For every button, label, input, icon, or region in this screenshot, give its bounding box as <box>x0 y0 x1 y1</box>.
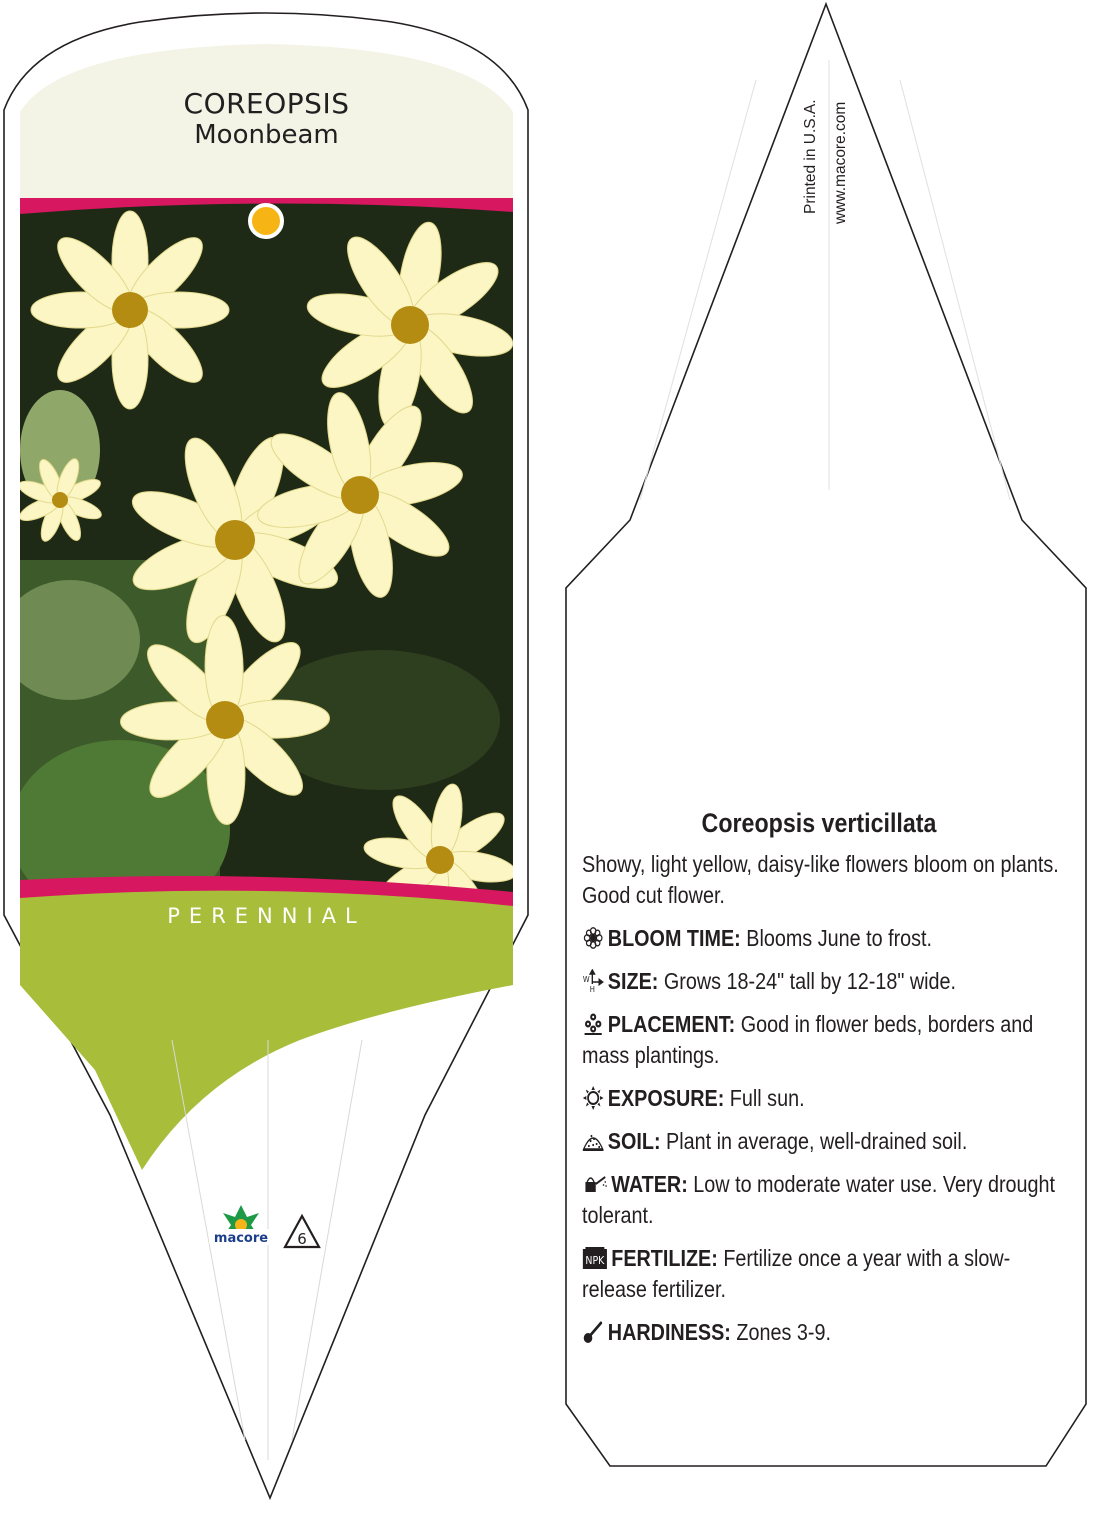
attribute-label: FERTILIZE: <box>611 1245 718 1271</box>
flower-center <box>215 520 255 560</box>
attribute-text: Blooms June to frost. <box>740 925 933 951</box>
attribute-text: Good in flower beds, borders and mass plantings. <box>582 1011 1034 1068</box>
attribute-row <box>582 1126 1064 1157</box>
flower <box>31 211 229 409</box>
color-dot <box>250 205 282 237</box>
plant-cultivar: Moonbeam <box>194 120 339 150</box>
attribute-row <box>582 1169 1064 1231</box>
printed-credit <box>786 64 858 224</box>
attribute-list <box>582 923 1064 1348</box>
attribute-row <box>582 923 1064 954</box>
flower-center <box>341 476 379 514</box>
plant-title: COREOPSIS <box>183 87 350 120</box>
attribute-label: SOIL: <box>607 1128 661 1154</box>
flower-center <box>52 492 68 508</box>
attribute-row <box>582 966 1064 997</box>
front-title-block <box>20 88 513 150</box>
attribute-row <box>582 1009 1064 1071</box>
printed-in: Printed in U.S.A. <box>802 99 819 214</box>
flower-icon <box>582 926 604 950</box>
flower <box>120 615 330 825</box>
placement-icon <box>582 1012 604 1036</box>
attribute-row <box>582 1243 1064 1305</box>
description: Showy, light yellow, daisy-like flowers bloom on plants. Good cut flower. <box>582 851 1059 908</box>
attribute-label: PLACEMENT: <box>607 1011 736 1037</box>
attribute-label: WATER: <box>611 1171 688 1197</box>
npk-text: NPK <box>585 1254 605 1268</box>
attribute-label: HARDINESS: <box>607 1319 731 1345</box>
website: www.macore.com <box>832 101 849 224</box>
attribute-label: EXPOSURE: <box>607 1085 725 1111</box>
scientific-name: Coreopsis verticillata <box>701 808 937 838</box>
recycle-icon <box>282 1213 322 1255</box>
attribute-row <box>582 1317 1064 1348</box>
attribute-text: Grows 18-24" tall by 12-18" wide. <box>658 968 957 994</box>
macore-logo-icon <box>205 1203 277 1259</box>
category-label: PERENNIAL <box>167 904 366 928</box>
svg-text:W: W <box>582 974 590 985</box>
flower-center <box>391 306 429 344</box>
attribute-text: Plant in average, well-drained soil. <box>660 1128 968 1154</box>
flower-photo <box>0 198 518 938</box>
size-icon <box>582 969 604 993</box>
soil-icon <box>582 1129 604 1153</box>
attribute-text: Fertilize once a year with a slow-release fertilizer. <box>582 1245 1011 1302</box>
attribute-row <box>582 1083 1064 1114</box>
flower-center <box>206 701 244 739</box>
attribute-text: Low to moderate water use. Very drought tolerant. <box>582 1171 1056 1228</box>
logo-text: macore <box>213 1231 269 1246</box>
npk-icon <box>582 1246 608 1270</box>
sun-icon <box>582 1086 604 1110</box>
attribute-text: Full sun. <box>724 1085 805 1111</box>
flower-center <box>112 292 148 328</box>
thermometer-icon <box>582 1320 604 1344</box>
svg-text:H: H <box>589 984 595 993</box>
attribute-label: SIZE: <box>607 968 659 994</box>
attribute-label: BLOOM TIME: <box>607 925 741 951</box>
plant-info <box>582 808 1064 1348</box>
watering-can-icon <box>582 1172 608 1196</box>
attribute-text: Zones 3-9. <box>730 1319 831 1345</box>
flower-center <box>426 846 454 874</box>
recycle-code: 6 <box>297 1230 307 1248</box>
